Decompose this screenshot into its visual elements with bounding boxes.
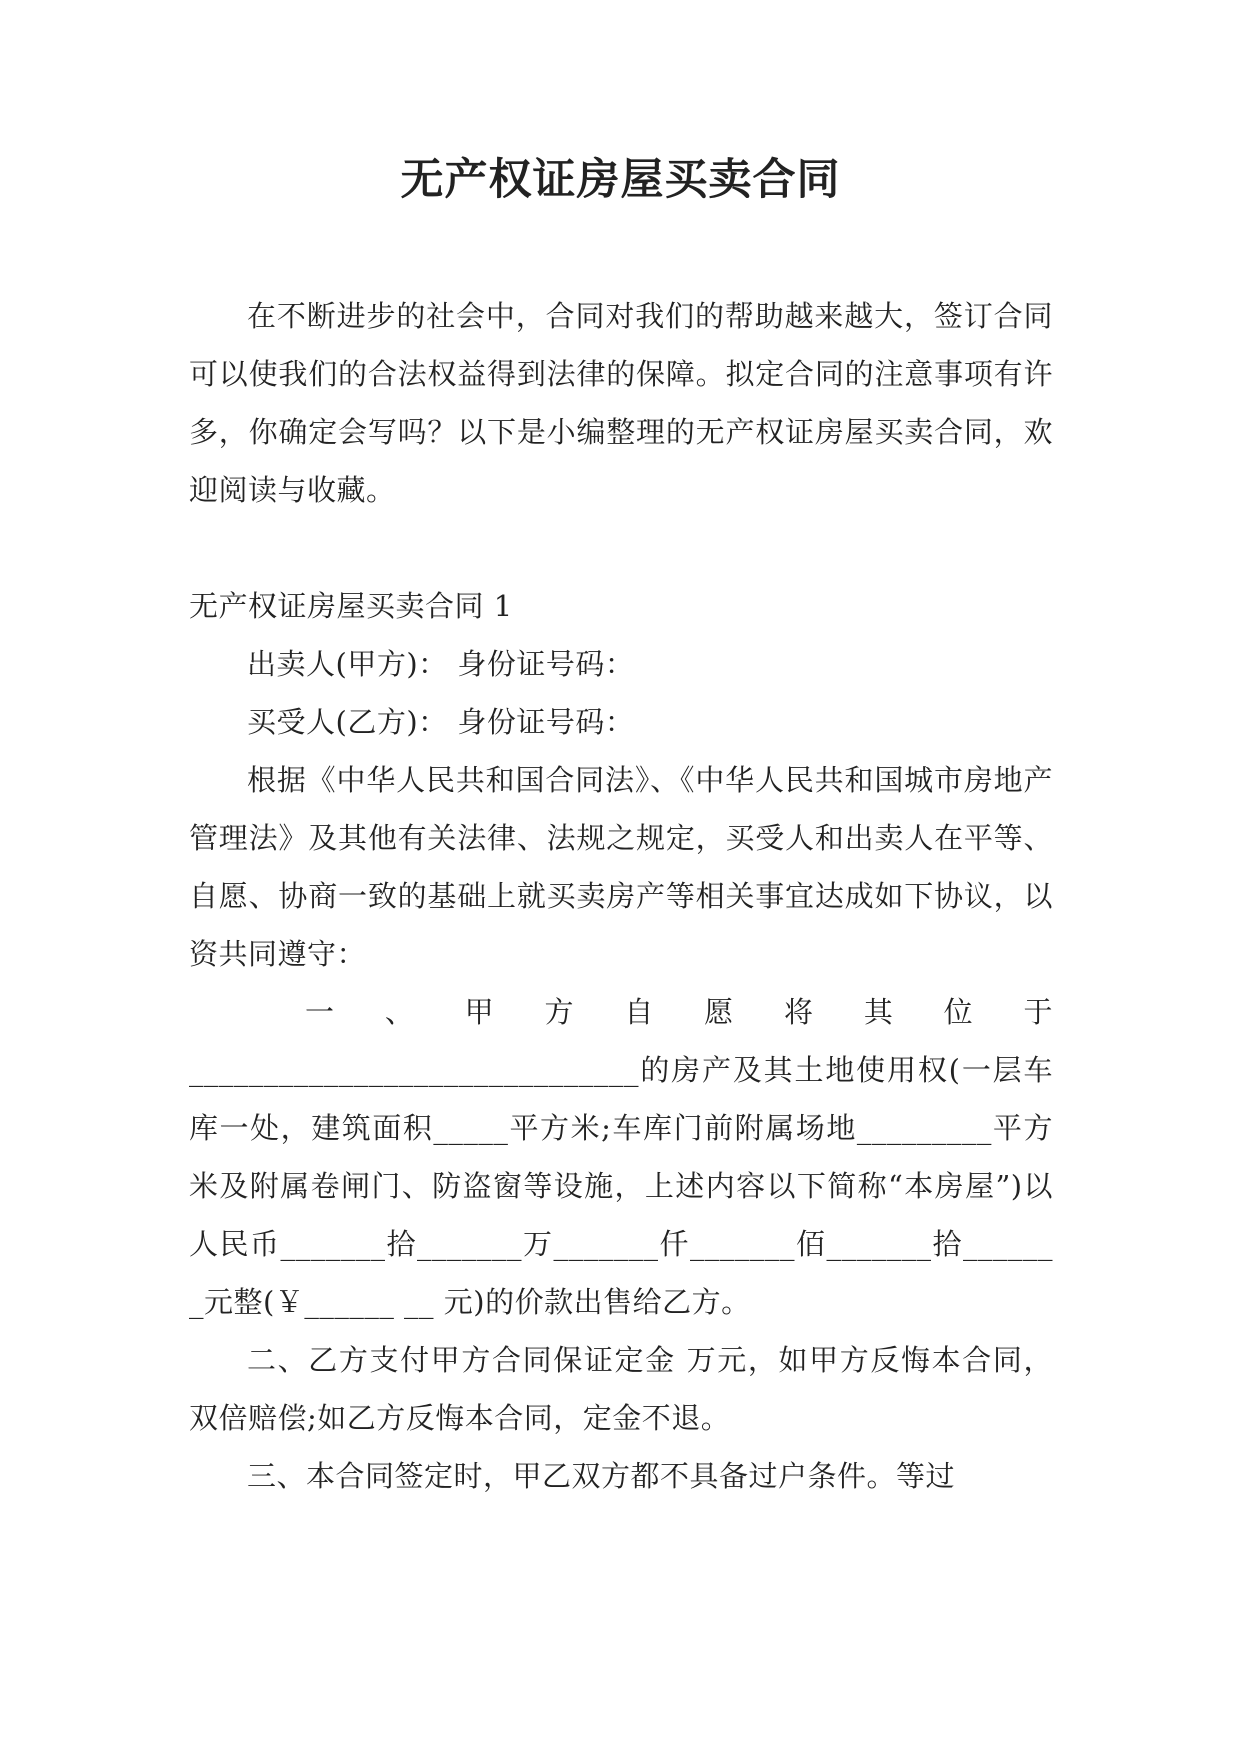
clause-1 (189, 983, 1053, 1331)
clause-1-body: ______________________________的房产及其土地使用权(一层车库一处，建筑面积_____平方米;车库门前附属场地_________平方米及附属卷闸门、防盗窗等设施，上述内容以下简称“本房屋”)以人民币_______拾_______万_______仟_______佰_______拾_______元整(￥______ __ 元)的价款出售给乙方。 (189, 1053, 1053, 1319)
basis-paragraph: 根据《中华人民共和国合同法》、《中华人民共和国城市房地产管理法》及其他有关法律、法规之规定，买受人和出卖人在平等、自愿、协商一致的基础上就买卖房产等相关事宜达成如下协议，以资共同遵守： (189, 763, 1053, 971)
clause-1-heading: 一 、 甲 方 自 愿 将 其 位 于 (305, 995, 1053, 1029)
buyer-line: 买受人(乙方)： 身份证号码： (247, 705, 635, 739)
clause-3: 三、本合同签定时，甲乙双方都不具备过户条件。等过 (247, 1459, 956, 1493)
document-title: 无产权证房屋买卖合同 (400, 155, 841, 205)
section-title: 无产权证房屋买卖合同 1 (189, 589, 513, 623)
seller-line: 出卖人(甲方)： 身份证号码： (247, 647, 635, 681)
intro-paragraph: 在不断进步的社会中，合同对我们的帮助越来越大，签订合同可以使我们的合法权益得到法律的保障。拟定合同的注意事项有许多，你确定会写吗？以下是小编整理的无产权证房屋买卖合同，欢迎阅读与收藏。 (189, 299, 1053, 507)
clause-2: 二、乙方支付甲方合同保证定金 万元，如甲方反悔本合同，双倍赔偿;如乙方反悔本合同，定金不退。 (189, 1343, 1053, 1435)
contract-clauses (189, 635, 1053, 1505)
